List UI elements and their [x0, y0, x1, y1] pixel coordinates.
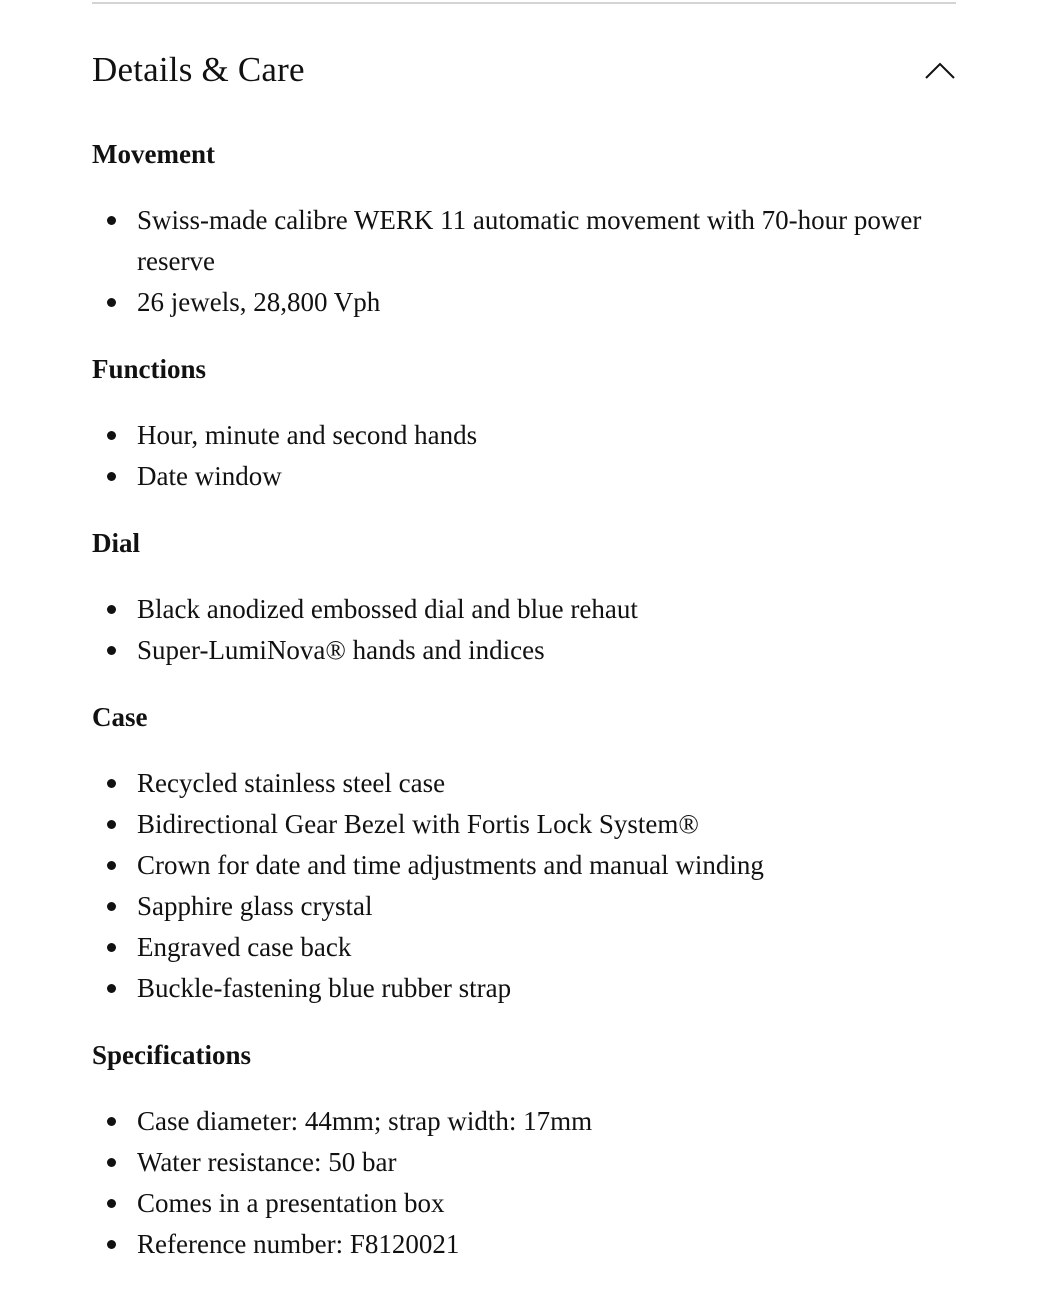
list-item-text: Sapphire glass crystal [137, 891, 373, 921]
list-item-text: 26 jewels, 28,800 Vph [137, 287, 381, 317]
bullet-icon [107, 605, 116, 614]
bullet-icon [107, 943, 116, 952]
list-item [92, 282, 956, 323]
list-item [92, 200, 956, 282]
list-item [92, 630, 956, 671]
list-item [92, 415, 956, 456]
list-item-text: Buckle-fastening blue rubber strap [137, 973, 512, 1003]
chevron-up-icon[interactable] [924, 60, 956, 80]
bullet-list [92, 589, 956, 671]
list-item [92, 804, 956, 845]
list-item-text: Super-LumiNova® hands and indices [137, 635, 545, 665]
section-specifications [92, 1035, 956, 1265]
accordion-content [92, 134, 956, 1291]
list-item-text: Crown for date and time adjustments and manual winding [137, 850, 764, 880]
bullet-icon [107, 1199, 116, 1208]
bullet-icon [107, 984, 116, 993]
section-heading: Functions [92, 354, 207, 384]
list-item [92, 763, 956, 804]
list-item [92, 845, 956, 886]
list-item [92, 927, 956, 968]
list-item [92, 968, 956, 1009]
list-item [92, 1224, 956, 1265]
list-item-text: Case diameter: 44mm; strap width: 17mm [137, 1106, 593, 1136]
bullet-icon [107, 646, 116, 655]
section-movement [92, 134, 956, 323]
list-item-text: Engraved case back [137, 932, 352, 962]
list-item-text: Bidirectional Gear Bezel with Fortis Lock System® [137, 809, 699, 839]
section-dial [92, 523, 956, 671]
list-item-text: Comes in a presentation box [137, 1188, 445, 1218]
top-divider [92, 2, 956, 4]
list-item [92, 1142, 956, 1183]
bullet-icon [107, 298, 116, 307]
list-item [92, 1101, 956, 1142]
bullet-list [92, 200, 956, 323]
details-care-accordion-header[interactable] [92, 44, 956, 96]
list-item [92, 1183, 956, 1224]
bullet-icon [107, 216, 116, 225]
section-heading: Case [92, 702, 148, 732]
bullet-icon [107, 861, 116, 870]
list-item-text: Date window [137, 461, 282, 491]
bullet-icon [107, 1117, 116, 1126]
section-heading: Specifications [92, 1040, 251, 1070]
list-item [92, 886, 956, 927]
list-item-text: Black anodized embossed dial and blue rehaut [137, 594, 638, 624]
bullet-icon [107, 431, 116, 440]
list-item-text: Recycled stainless steel case [137, 768, 446, 798]
bullet-list [92, 415, 956, 497]
list-item-text: Reference number: F8120021 [137, 1229, 460, 1259]
bullet-icon [107, 779, 116, 788]
section-functions [92, 349, 956, 497]
list-item-text: Swiss-made calibre WERK 11 automatic movement with 70-hour power reserve [137, 205, 922, 276]
accordion-title: Details & Care [92, 50, 305, 89]
list-item-text: Hour, minute and second hands [137, 420, 478, 450]
list-item-text: Water resistance: 50 bar [137, 1147, 397, 1177]
section-heading: Dial [92, 528, 141, 558]
bullet-icon [107, 1240, 116, 1249]
section-heading: Movement [92, 139, 215, 169]
bullet-icon [107, 902, 116, 911]
list-item [92, 456, 956, 497]
bullet-list [92, 763, 956, 1009]
list-item [92, 589, 956, 630]
bullet-icon [107, 820, 116, 829]
section-case [92, 697, 956, 1009]
bullet-list [92, 1101, 956, 1265]
bullet-icon [107, 1158, 116, 1167]
bullet-icon [107, 472, 116, 481]
